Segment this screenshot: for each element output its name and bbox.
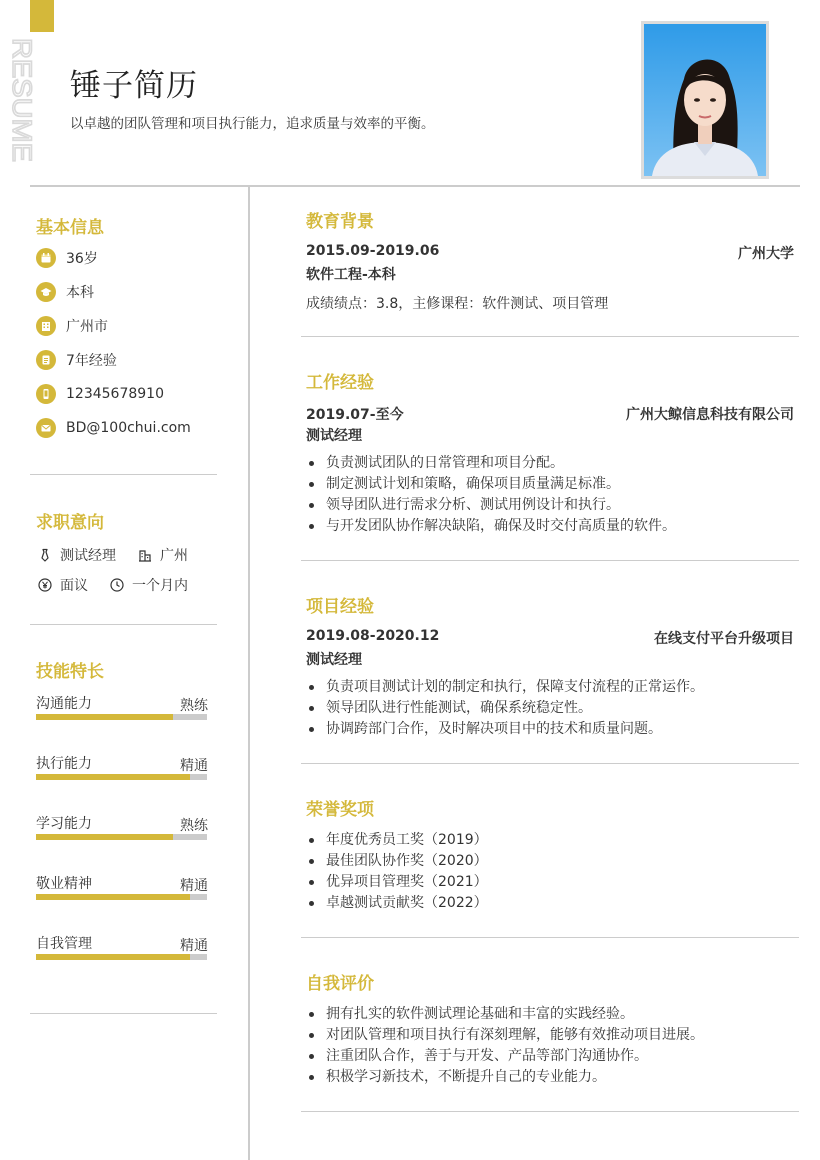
tie-icon	[38, 548, 52, 562]
project-role: 测试经理	[306, 652, 362, 668]
info-city: 广州市	[36, 315, 108, 337]
skill-name: 自我管理	[36, 936, 92, 952]
education-date: 2015.09-2019.06	[306, 243, 440, 259]
graduation-cap-icon	[36, 282, 56, 302]
project-bullets	[306, 677, 704, 740]
education-title: 教育背景	[306, 212, 374, 232]
clock-icon	[110, 578, 124, 592]
skill-item	[36, 873, 208, 913]
skill-name: 执行能力	[36, 756, 92, 772]
skill-bar	[36, 894, 207, 900]
list-item: 年度优秀员工奖（2019）	[306, 830, 488, 851]
calendar-icon	[36, 248, 56, 268]
job-intent-title: 求职意向	[36, 513, 104, 533]
skill-level: 熟练	[180, 698, 208, 714]
header-divider	[30, 185, 800, 187]
skill-name: 沟通能力	[36, 696, 92, 712]
skill-bar	[36, 714, 207, 720]
list-item: 协调跨部门合作，及时解决项目中的技术和质量问题。	[306, 719, 704, 740]
work-title: 工作经验	[306, 373, 374, 393]
skill-level: 熟练	[180, 818, 208, 834]
city-icon	[138, 548, 152, 562]
info-email: BD@100chui.com	[36, 417, 191, 439]
honors-bullets	[306, 830, 488, 914]
self-eval-title: 自我评价	[306, 974, 374, 994]
skill-item	[36, 813, 208, 853]
project-name: 在线支付平台升级项目	[654, 631, 794, 647]
education-major: 软件工程-本科	[306, 267, 396, 283]
intent-position: 测试经理	[38, 545, 116, 565]
resume-vertical-label	[6, 38, 56, 164]
self-eval-bullets	[306, 1004, 704, 1088]
mail-icon	[36, 418, 56, 438]
skill-item	[36, 933, 208, 973]
project-title: 项目经验	[306, 597, 374, 617]
skill-bar-fill	[36, 714, 173, 720]
list-item: 制定测试计划和策略，确保项目质量满足标准。	[306, 474, 676, 495]
list-item: 对团队管理和项目执行有深刻理解，能够有效推动项目进展。	[306, 1025, 704, 1046]
skill-bar-fill	[36, 894, 190, 900]
document-icon	[36, 350, 56, 370]
list-item: 与开发团队协作解决缺陷，确保及时交付高质量的软件。	[306, 516, 676, 537]
header-accent-bar	[30, 0, 54, 32]
skill-item	[36, 693, 208, 733]
list-item: 优异项目管理奖（2021）	[306, 872, 488, 893]
portrait-image	[644, 24, 766, 176]
info-age: 36岁	[36, 247, 98, 269]
left-divider	[30, 1013, 217, 1014]
list-item: 领导团队进行性能测试，确保系统稳定性。	[306, 698, 704, 719]
right-divider	[301, 560, 799, 561]
resume-title: 锤子简历	[70, 68, 198, 104]
list-item: 卓越测试贡献奖（2022）	[306, 893, 488, 914]
intent-availability: 一个月内	[110, 575, 188, 595]
intent-city: 广州	[138, 545, 188, 565]
svg-text:RESUME: RESUME	[6, 38, 37, 154]
profile-photo	[641, 21, 769, 179]
yen-icon	[38, 578, 52, 592]
work-bullets	[306, 453, 676, 537]
skill-level: 精通	[180, 938, 208, 954]
skill-bar	[36, 774, 207, 780]
work-date: 2019.07-至今	[306, 407, 404, 423]
slogan: 以卓越的团队管理和项目执行能力，追求质量与效率的平衡。	[70, 116, 435, 132]
skill-bar-fill	[36, 774, 190, 780]
info-experience: 7年经验	[36, 349, 117, 371]
skill-bar-fill	[36, 954, 190, 960]
skills-title: 技能特长	[36, 662, 104, 682]
building-icon	[36, 316, 56, 336]
skill-bar-fill	[36, 834, 173, 840]
list-item: 最佳团队协作奖（2020）	[306, 851, 488, 872]
left-divider	[30, 474, 217, 475]
info-education: 本科	[36, 281, 94, 303]
list-item: 拥有扎实的软件测试理论基础和丰富的实践经验。	[306, 1004, 704, 1025]
right-divider	[301, 1111, 799, 1112]
education-detail: 成绩绩点：3.8，主修课程：软件测试、项目管理	[306, 296, 609, 312]
work-company: 广州大鲸信息科技有限公司	[626, 407, 794, 423]
skill-name: 敬业精神	[36, 876, 92, 892]
skill-name: 学习能力	[36, 816, 92, 832]
skill-level: 精通	[180, 878, 208, 894]
education-school: 广州大学	[738, 246, 794, 262]
skill-bar	[36, 954, 207, 960]
skill-bar	[36, 834, 207, 840]
skill-item	[36, 753, 208, 793]
info-phone: 12345678910	[36, 383, 164, 405]
left-divider	[30, 624, 217, 625]
basic-info-title: 基本信息	[36, 218, 104, 238]
project-date: 2019.08-2020.12	[306, 628, 440, 644]
right-divider	[301, 336, 799, 337]
skill-level: 精通	[180, 758, 208, 774]
right-divider	[301, 763, 799, 764]
list-item: 负责项目测试计划的制定和执行，保障支付流程的正常运作。	[306, 677, 704, 698]
right-divider	[301, 937, 799, 938]
list-item: 领导团队进行需求分析、测试用例设计和执行。	[306, 495, 676, 516]
work-role: 测试经理	[306, 428, 362, 444]
honors-title: 荣誉奖项	[306, 800, 374, 820]
list-item: 负责测试团队的日常管理和项目分配。	[306, 453, 676, 474]
list-item: 积极学习新技术，不断提升自己的专业能力。	[306, 1067, 704, 1088]
intent-salary: 面议	[38, 575, 88, 595]
list-item: 注重团队合作，善于与开发、产品等部门沟通协作。	[306, 1046, 704, 1067]
column-divider	[248, 186, 250, 1160]
phone-icon	[36, 384, 56, 404]
